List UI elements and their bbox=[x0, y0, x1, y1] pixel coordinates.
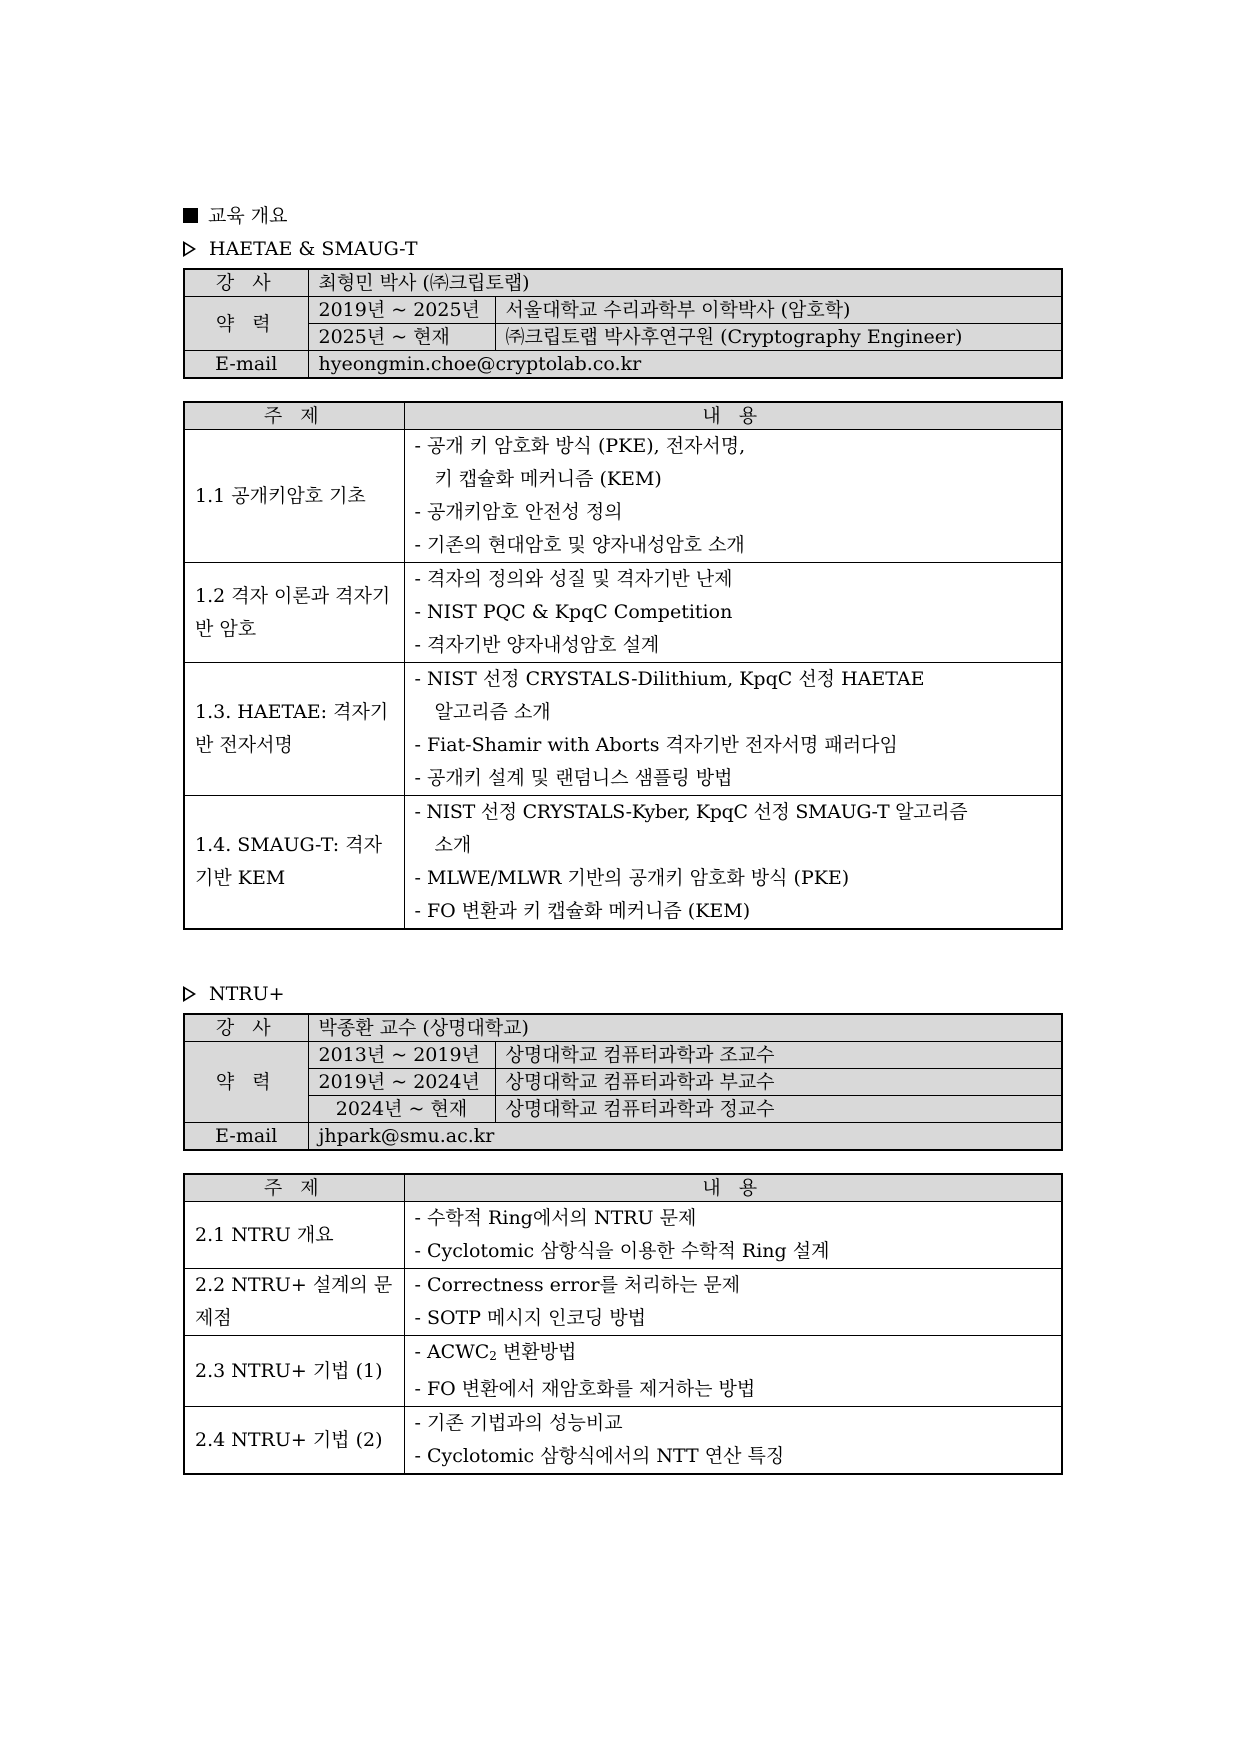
career-desc: ㈜크립토랩 박사후연구원 (Cryptography Engineer) bbox=[495, 324, 1062, 351]
list-item: - $ACWC_2$ 변환방법 bbox=[414, 1341, 577, 1363]
list-item: - FO 변환과 키 캡슐화 메커니즘 (KEM) bbox=[414, 900, 751, 922]
topic-cell: 1.4. SMAUG-T: 격자기반 KEM bbox=[184, 796, 404, 930]
instructor-name: 최형민 박사 (㈜크립토랩) bbox=[308, 269, 1062, 297]
content-cell bbox=[404, 1269, 1062, 1336]
list-item: - NIST 선정 CRYSTALS-Dilithium, KpqC 선정 HAETAE bbox=[414, 668, 925, 690]
list-item: - Cyclotomic 삼항식에서의 NTT 연산 특징 bbox=[414, 1445, 785, 1467]
career-desc: 서울대학교 수리과학부 이학박사 (암호학) bbox=[495, 297, 1062, 324]
career-period: 2013년 ~ 2019년 bbox=[308, 1042, 495, 1069]
email-value: hyeongmin.choe@cryptolab.co.kr bbox=[308, 351, 1062, 379]
instructor-label: 강 사 bbox=[184, 1014, 308, 1042]
content-cell bbox=[404, 1336, 1062, 1407]
table-row bbox=[184, 563, 1062, 663]
career-label: 약 력 bbox=[184, 297, 308, 351]
square-bullet-icon bbox=[183, 208, 198, 223]
topic-header: 주 제 bbox=[184, 402, 404, 430]
list-item: - Fiat-Shamir with Aborts 격자기반 전자서명 패러다임 bbox=[414, 734, 898, 756]
topic-cell: 2.3 NTRU+ 기법 (1) bbox=[184, 1336, 404, 1407]
instructor-info-table-1 bbox=[183, 268, 1063, 379]
content-cell bbox=[404, 563, 1062, 663]
topic-cell: 2.2 NTRU+ 설계의 문제점 bbox=[184, 1269, 404, 1336]
triangle-bullet-icon bbox=[183, 986, 195, 1002]
email-label: E-mail bbox=[184, 1123, 308, 1151]
instructor-info-table-2 bbox=[183, 1013, 1063, 1151]
list-item: - 기존 기법과의 성능비교 bbox=[414, 1412, 623, 1434]
list-item: - NIST PQC & KpqC Competition bbox=[414, 601, 733, 623]
career-desc: 상명대학교 컴퓨터과학과 부교수 bbox=[495, 1069, 1062, 1096]
list-item: 키 캡슐화 메커니즘 (KEM) bbox=[434, 468, 662, 490]
table-row bbox=[184, 796, 1062, 930]
instructor-label: 강 사 bbox=[184, 269, 308, 297]
topics-table-1 bbox=[183, 401, 1063, 930]
list-item: - 수학적 Ring에서의 NTRU 문제 bbox=[414, 1207, 697, 1229]
content-header: 내 용 bbox=[404, 1174, 1062, 1202]
list-item: - 공개키 설계 및 랜덤니스 샘플링 방법 bbox=[414, 767, 733, 789]
table-row bbox=[184, 1336, 1062, 1407]
content-cell bbox=[404, 430, 1062, 563]
topic-cell: 2.1 NTRU 개요 bbox=[184, 1202, 404, 1269]
list-item: 소개 bbox=[434, 834, 472, 856]
topics-table-2 bbox=[183, 1173, 1063, 1475]
email-label: E-mail bbox=[184, 351, 308, 379]
list-item: - 공개키암호 안전성 정의 bbox=[414, 501, 623, 523]
topic-cell: 1.2 격자 이론과 격자기반 암호 bbox=[184, 563, 404, 663]
list-item: - Cyclotomic 삼항식을 이용한 수학적 Ring 설계 bbox=[414, 1240, 830, 1262]
topic-cell: 2.4 NTRU+ 기법 (2) bbox=[184, 1407, 404, 1475]
list-item: - 격자의 정의와 성질 및 격자기반 난제 bbox=[414, 568, 733, 590]
list-item: - MLWE/MLWR 기반의 공개키 암호화 방식 (PKE) bbox=[414, 867, 850, 889]
content-cell bbox=[404, 796, 1062, 930]
table-row bbox=[184, 430, 1062, 563]
overview-heading: 교육 개요 bbox=[183, 200, 1063, 233]
section1-title: HAETAE & SMAUG-T bbox=[183, 233, 1063, 266]
content-cell bbox=[404, 1407, 1062, 1475]
email-value: jhpark@smu.ac.kr bbox=[308, 1123, 1062, 1151]
career-period: 2025년 ~ 현재 bbox=[308, 324, 495, 351]
content-cell bbox=[404, 663, 1062, 796]
career-period: 2019년 ~ 2024년 bbox=[308, 1069, 495, 1096]
topic-cell: 1.3. HAETAE: 격자기반 전자서명 bbox=[184, 663, 404, 796]
section2-title: NTRU+ bbox=[183, 978, 1063, 1011]
career-label: 약 력 bbox=[184, 1042, 308, 1123]
triangle-bullet-icon bbox=[183, 241, 195, 257]
list-item: - Correctness error를 처리하는 문제 bbox=[414, 1274, 741, 1296]
career-desc: 상명대학교 컴퓨터과학과 조교수 bbox=[495, 1042, 1062, 1069]
table-row bbox=[184, 663, 1062, 796]
career-period: 2024년 ~ 현재 bbox=[308, 1096, 495, 1123]
instructor-name: 박종환 교수 (상명대학교) bbox=[308, 1014, 1062, 1042]
topic-cell: 1.1 공개키암호 기초 bbox=[184, 430, 404, 563]
document-page bbox=[183, 200, 1063, 1475]
list-item: - SOTP 메시지 인코딩 방법 bbox=[414, 1307, 646, 1329]
table-row bbox=[184, 1202, 1062, 1269]
list-item: - NIST 선정 CRYSTALS-Kyber, KpqC 선정 SMAUG-T 알고리즘 bbox=[414, 801, 968, 823]
list-item: - 격자기반 양자내성암호 설계 bbox=[414, 634, 660, 656]
content-cell bbox=[404, 1202, 1062, 1269]
list-item: - 공개 키 암호화 방식 (PKE), 전자서명, bbox=[414, 435, 746, 457]
list-item: - FO 변환에서 재암호화를 제거하는 방법 bbox=[414, 1378, 756, 1400]
topic-header: 주 제 bbox=[184, 1174, 404, 1202]
career-desc: 상명대학교 컴퓨터과학과 정교수 bbox=[495, 1096, 1062, 1123]
list-item: 알고리즘 소개 bbox=[434, 701, 551, 723]
table-row bbox=[184, 1269, 1062, 1336]
content-header: 내 용 bbox=[404, 402, 1062, 430]
career-period: 2019년 ~ 2025년 bbox=[308, 297, 495, 324]
table-row bbox=[184, 1407, 1062, 1475]
list-item: - 기존의 현대암호 및 양자내성암호 소개 bbox=[414, 534, 745, 556]
